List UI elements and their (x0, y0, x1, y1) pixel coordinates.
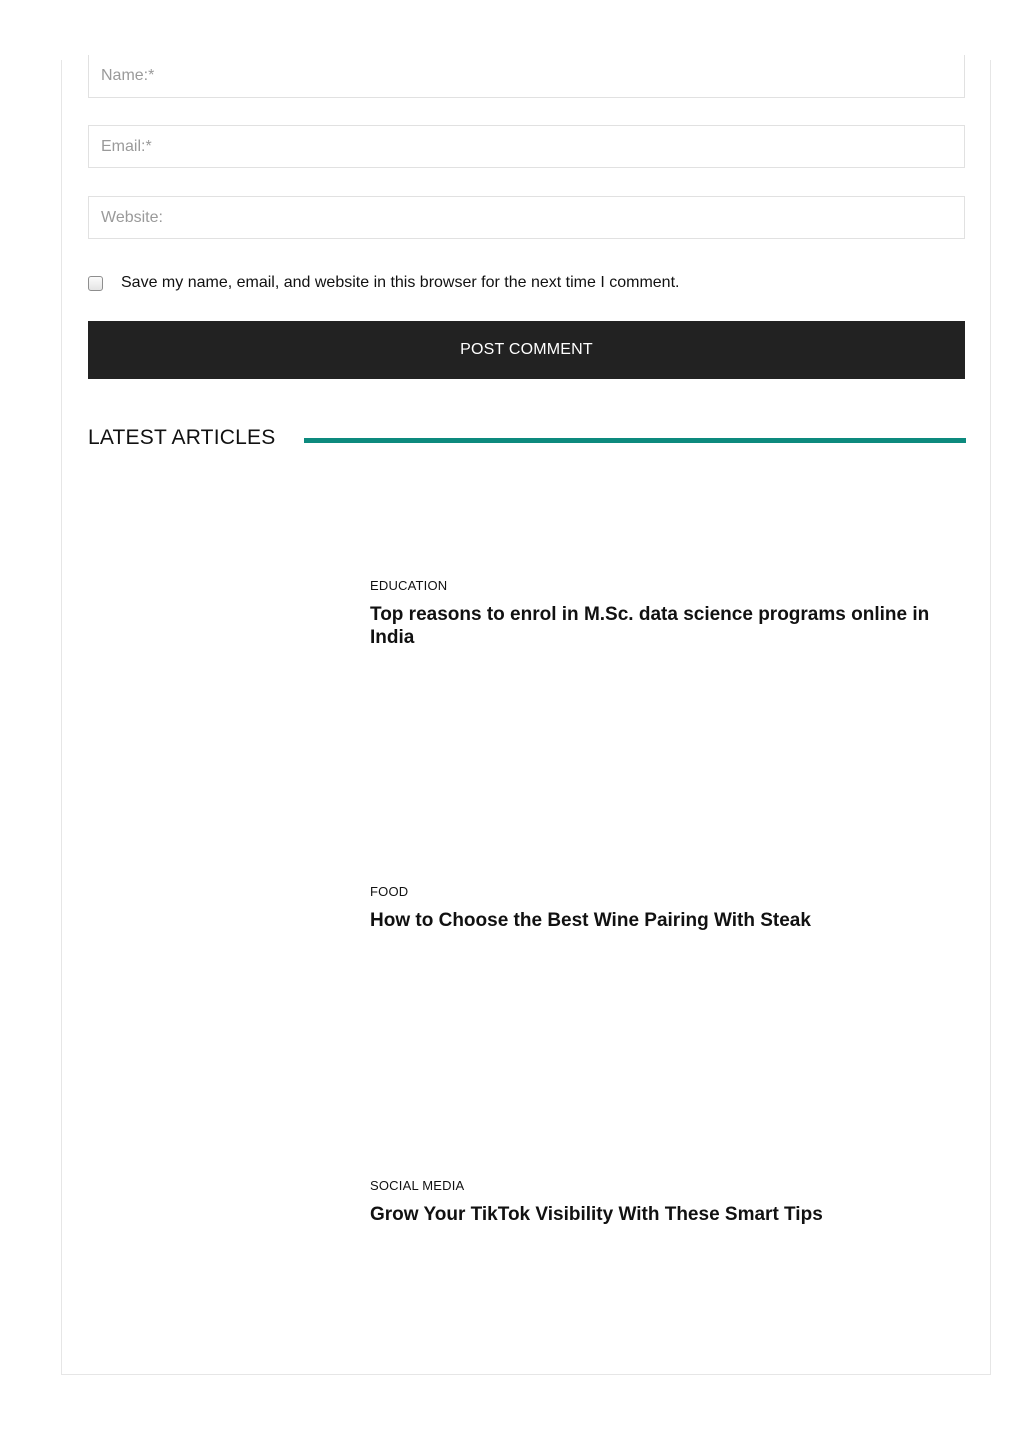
consent-row (88, 272, 679, 294)
article-category-link[interactable]: FOOD (370, 884, 409, 899)
name-input[interactable] (88, 55, 965, 98)
article-thumbnail[interactable] (88, 1065, 348, 1305)
article-title-link[interactable]: Top reasons to enrol in M.Sc. data science programs online in India (370, 604, 930, 648)
article-category-link[interactable]: EDUCATION (370, 578, 448, 593)
latest-articles-heading: LATEST ARTICLES (88, 426, 276, 449)
email-input[interactable] (88, 125, 965, 168)
heading-accent-rule (304, 438, 966, 443)
article-thumbnail[interactable] (88, 470, 348, 710)
article-thumbnail[interactable] (88, 770, 348, 1010)
consent-checkbox[interactable] (88, 276, 103, 291)
website-input[interactable] (88, 196, 965, 239)
article-category-link[interactable]: SOCIAL MEDIA (370, 1178, 465, 1193)
article-title-link[interactable]: How to Choose the Best Wine Pairing With Steak (370, 910, 811, 931)
post-comment-button[interactable]: POST COMMENT (88, 321, 965, 379)
article-title-link[interactable]: Grow Your TikTok Visibility With These Smart Tips (370, 1204, 823, 1225)
consent-label: Save my name, email, and website in this browser for the next time I comment. (121, 274, 680, 291)
